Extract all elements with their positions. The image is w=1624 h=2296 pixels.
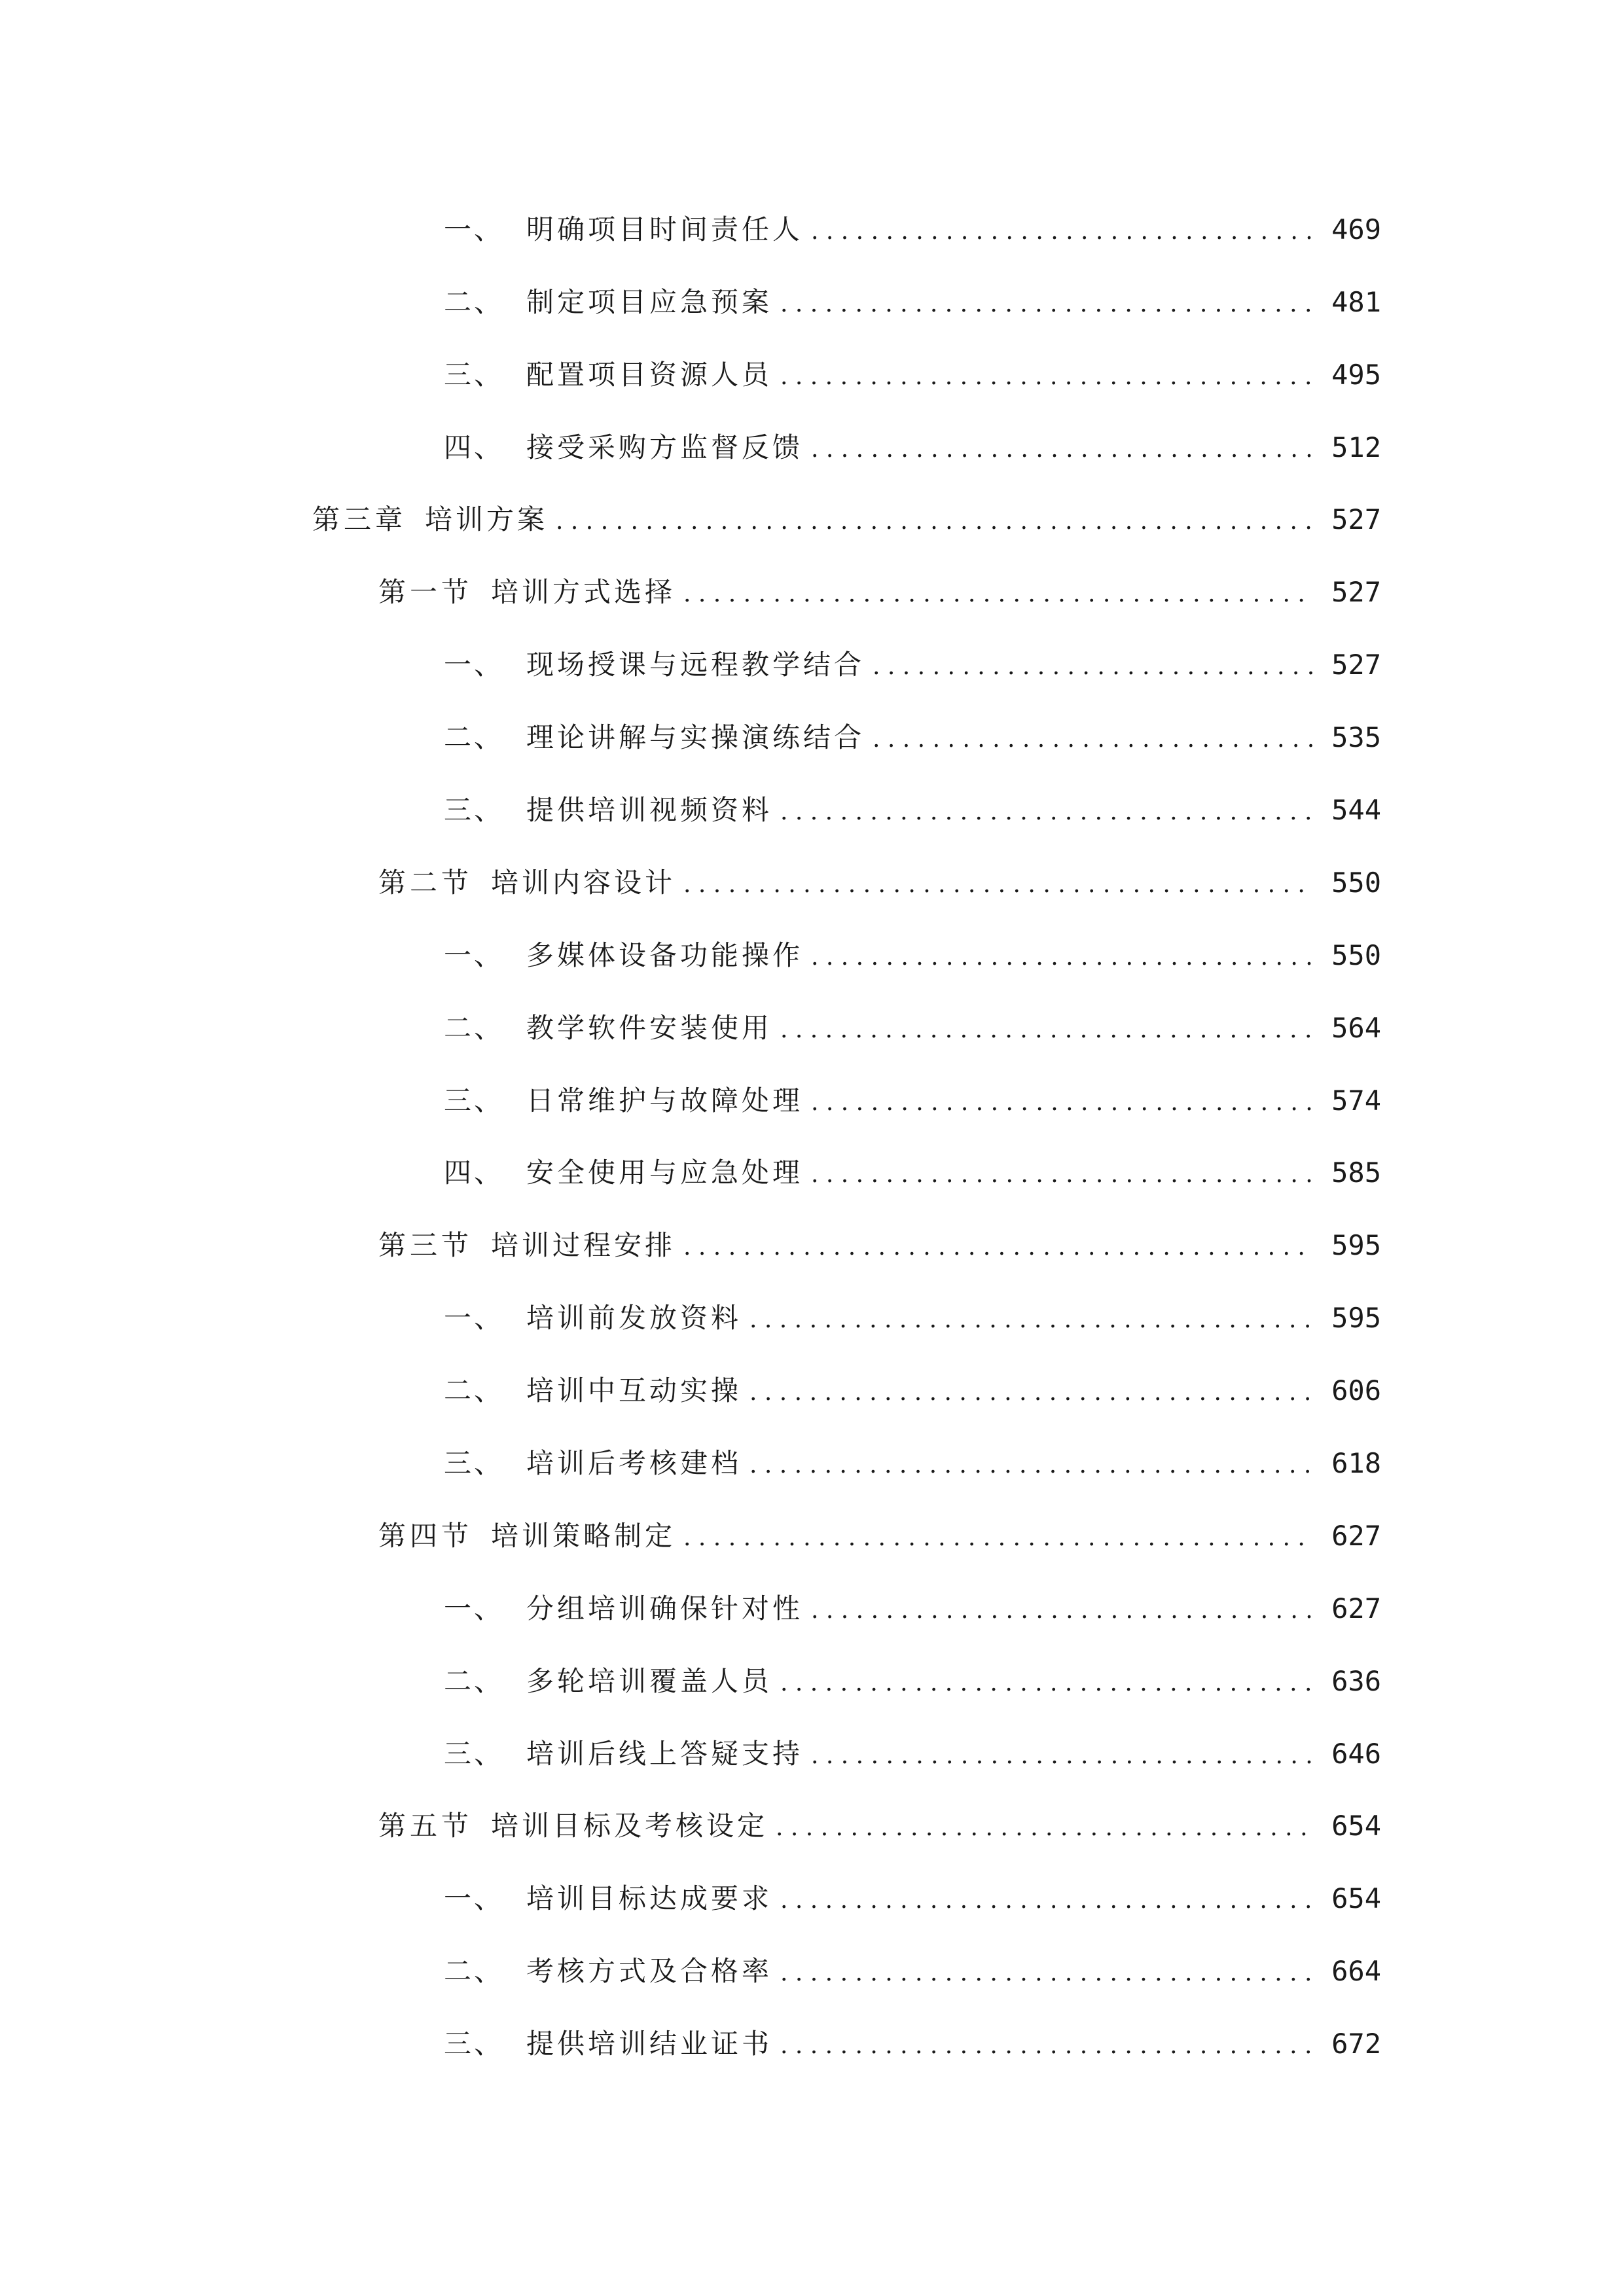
toc-entry-page: 585 [1331, 1157, 1381, 1189]
toc-entry-page: 564 [1331, 1012, 1381, 1044]
toc-entry-number: 第五节 [378, 1810, 473, 1842]
toc-entry-page: 636 [1331, 1665, 1381, 1697]
toc-entry[interactable] [444, 349, 1381, 401]
toc-entry[interactable] [444, 1075, 1381, 1127]
toc-entry-number: 二、 [444, 286, 505, 318]
toc-entry-number: 三、 [444, 359, 505, 391]
toc-entry[interactable] [444, 1945, 1381, 1998]
dot-leader [873, 641, 1313, 693]
toc-section-entry[interactable] [378, 857, 1381, 909]
toc-entry-page: 618 [1331, 1447, 1381, 1479]
dot-leader [683, 1221, 1313, 1274]
toc-entry-number: 二、 [444, 1955, 505, 1987]
toc-entry-number: 四、 [444, 431, 505, 463]
toc-entry-title: 理论讲解与实操演练结合 [526, 721, 865, 753]
toc-entry-number: 第二节 [378, 867, 473, 899]
toc-entry-number: 三、 [444, 1085, 505, 1117]
toc-entry-title: 日常维护与故障处理 [526, 1085, 804, 1117]
toc-entry[interactable] [444, 204, 1381, 256]
toc-entry-page: 535 [1331, 721, 1381, 753]
dot-leader [776, 1802, 1313, 1854]
toc-entry-title: 培训策略制定 [491, 1520, 676, 1552]
toc-entry-title: 培训后线上答疑支持 [526, 1738, 804, 1770]
dot-leader [683, 859, 1313, 911]
toc-entry-title: 多轮培训覆盖人员 [526, 1665, 773, 1697]
toc-entry-page: 654 [1331, 1882, 1381, 1914]
toc-entry[interactable] [444, 1583, 1381, 1635]
dot-leader [749, 1294, 1313, 1346]
toc-entry-page: 627 [1331, 1592, 1381, 1624]
toc-entry-title: 多媒体设备功能操作 [526, 939, 804, 971]
toc-entry-number: 三、 [444, 1447, 505, 1479]
toc-entry-title: 培训前发放资料 [526, 1302, 742, 1334]
toc-entry-page: 595 [1331, 1302, 1381, 1334]
dot-leader [780, 1947, 1313, 2000]
toc-entry-page: 654 [1331, 1810, 1381, 1842]
toc-entry-number: 二、 [444, 1012, 505, 1044]
toc-entry-title: 考核方式及合格率 [526, 1955, 773, 1987]
toc-entry[interactable] [444, 1873, 1381, 1925]
toc-entry-number: 一、 [444, 1882, 505, 1914]
toc-entry[interactable] [444, 1292, 1381, 1344]
toc-entry[interactable] [444, 1655, 1381, 1708]
toc-entry-page: 672 [1331, 2028, 1381, 2060]
toc-entry-page: 527 [1331, 576, 1381, 608]
toc-entry-number: 一、 [444, 649, 505, 681]
toc-entry-title: 培训后考核建档 [526, 1447, 742, 1479]
toc-entry-title: 培训目标及考核设定 [491, 1810, 768, 1842]
dot-leader [780, 1874, 1313, 1927]
dot-leader [749, 1367, 1313, 1419]
dot-leader [811, 1730, 1313, 1782]
dot-leader [811, 206, 1313, 258]
toc-entry-number: 二、 [444, 1665, 505, 1697]
toc-entry[interactable] [444, 711, 1381, 764]
toc-entry-title: 配置项目资源人员 [526, 359, 773, 391]
toc-entry[interactable] [444, 639, 1381, 691]
dot-leader [749, 1439, 1313, 1492]
toc-entry-number: 第三章 [312, 503, 407, 535]
toc-entry-number: 一、 [444, 213, 505, 245]
toc-entry-page: 495 [1331, 359, 1381, 391]
toc-entry-number: 第一节 [378, 576, 473, 608]
toc-entry-number: 一、 [444, 1302, 505, 1334]
toc-entry-title: 提供培训结业证书 [526, 2028, 773, 2060]
toc-entry-number: 三、 [444, 1738, 505, 1770]
dot-leader [780, 278, 1313, 331]
toc-entry[interactable] [444, 1437, 1381, 1490]
toc-entry-page: 469 [1331, 213, 1381, 245]
toc-entry-title: 安全使用与应急处理 [526, 1157, 804, 1189]
toc-entry-page: 481 [1331, 286, 1381, 318]
toc-section-entry[interactable] [378, 566, 1381, 619]
toc-entry-number: 一、 [444, 1592, 505, 1624]
toc-entry-number: 二、 [444, 1374, 505, 1407]
dot-leader [811, 423, 1313, 476]
toc-entry-page: 574 [1331, 1085, 1381, 1117]
dot-leader [556, 495, 1313, 548]
dot-leader [811, 931, 1313, 984]
toc-entry-page: 544 [1331, 794, 1381, 826]
toc-entry-number: 三、 [444, 794, 505, 826]
toc-entry[interactable] [444, 1365, 1381, 1417]
dot-leader [811, 1149, 1313, 1201]
toc-entry[interactable] [444, 784, 1381, 836]
toc-entry[interactable] [444, 1002, 1381, 1054]
toc-entry-title: 培训内容设计 [491, 867, 676, 899]
toc-entry-number: 三、 [444, 2028, 505, 2060]
toc-section-entry[interactable] [378, 1800, 1381, 1852]
dot-leader [780, 2020, 1313, 2072]
toc-entry-number: 第四节 [378, 1520, 473, 1552]
toc-entry-number: 二、 [444, 721, 505, 753]
toc-entry-title: 提供培训视频资料 [526, 794, 773, 826]
toc-entry-title: 培训过程安排 [491, 1229, 676, 1261]
dot-leader [683, 1512, 1313, 1564]
toc-entry-number: 四、 [444, 1157, 505, 1189]
toc-entry-page: 550 [1331, 867, 1381, 899]
toc-entry-page: 606 [1331, 1374, 1381, 1407]
toc-entry[interactable] [444, 2018, 1381, 2070]
dot-leader [811, 1585, 1313, 1637]
toc-section-entry[interactable] [378, 1219, 1381, 1272]
toc-entry-number: 一、 [444, 939, 505, 971]
dot-leader [811, 1077, 1313, 1129]
dot-leader [780, 786, 1313, 838]
dot-leader [780, 351, 1313, 403]
toc-entry[interactable] [444, 929, 1381, 982]
toc-entry[interactable] [444, 1147, 1381, 1199]
toc-entry[interactable] [444, 422, 1381, 474]
toc-entry-page: 664 [1331, 1955, 1381, 1987]
dot-leader [780, 1657, 1313, 1710]
toc-entry-title: 分组培训确保针对性 [526, 1592, 804, 1624]
toc-entry[interactable] [444, 1728, 1381, 1780]
toc-entry-title: 制定项目应急预案 [526, 286, 773, 318]
toc-entry-page: 646 [1331, 1738, 1381, 1770]
toc-entry-title: 接受采购方监督反馈 [526, 431, 804, 463]
dot-leader [780, 1004, 1313, 1056]
toc-entry-number: 第三节 [378, 1229, 473, 1261]
toc-entry-page: 527 [1331, 503, 1381, 535]
toc-chapter-entry[interactable] [312, 493, 1381, 546]
toc-entry-title: 明确项目时间责任人 [526, 213, 804, 245]
toc-entry-page: 550 [1331, 939, 1381, 971]
toc-entry-title: 现场授课与远程教学结合 [526, 649, 865, 681]
toc-section-entry[interactable] [378, 1510, 1381, 1562]
toc-entry-page: 527 [1331, 649, 1381, 681]
toc-entry-title: 培训方式选择 [491, 576, 676, 608]
toc-entry-page: 627 [1331, 1520, 1381, 1552]
dot-leader [683, 568, 1313, 620]
toc-entry-title: 教学软件安装使用 [526, 1012, 773, 1044]
toc-entry-page: 512 [1331, 431, 1381, 463]
toc-entry-title: 培训目标达成要求 [526, 1882, 773, 1914]
toc-entry[interactable] [444, 276, 1381, 329]
dot-leader [873, 713, 1313, 766]
toc-entry-title: 培训方案 [425, 503, 549, 535]
toc-entry-title: 培训中互动实操 [526, 1374, 742, 1407]
toc-entry-page: 595 [1331, 1229, 1381, 1261]
